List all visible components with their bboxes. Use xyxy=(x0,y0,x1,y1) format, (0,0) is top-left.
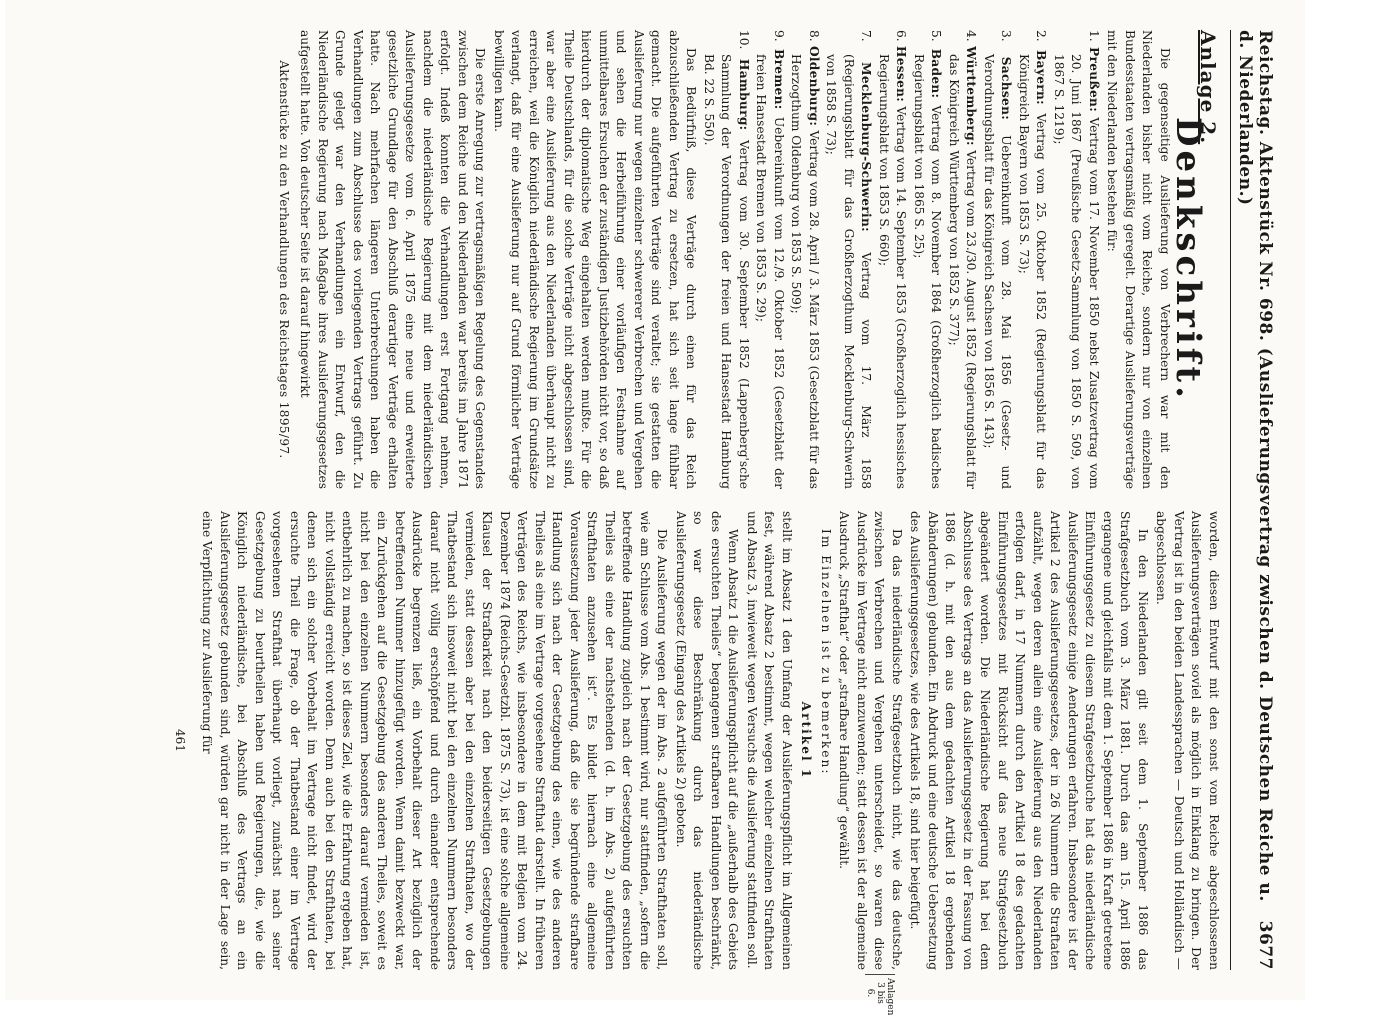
state-name: Mecklenburg-Schwerin: xyxy=(859,62,874,232)
running-head xyxy=(1230,30,1275,970)
treaty-text: Vertrag vom 14. September 1853 (Großherzoglich hessisches Regierungsblatt von 1853 S. 660); xyxy=(877,54,909,489)
treaty-text: Uebereinkunft vom 28. Mai 1856 (Gesetz- und Verordnungsblatt für das Königreich Sachsen von 1856 S. 143); xyxy=(982,54,1014,490)
treaty-list-item xyxy=(910,30,945,489)
body-paragraph: Wenn Absatz 1 die Auslieferungspflicht auf die „außerhalb des Gebiets des ersuchten Theiles“ begangenen strafbaren Handlungen beschränkt, so war diese Beschränkung durch das niederländische Auslieferungsgesetz (Eingang des Artikels 2) geboten. xyxy=(674,511,741,970)
treaty-text: Vertrag vom 8. November 1864 (Großherzoglich badisches Regierungsblatt von 1865 S. 25); xyxy=(912,54,944,490)
treaty-list-item xyxy=(1050,30,1103,489)
state-name: Württemberg: xyxy=(964,46,979,146)
document-title: Denkschrift. xyxy=(1168,117,1209,402)
state-name: Oldenburg: xyxy=(807,45,821,127)
list-number: 5. xyxy=(929,30,944,42)
state-name: Bayern: xyxy=(1034,50,1049,105)
treaty-text: Vertrag vom 17. März 1858 (Regierungsblatt für das Großherzogthum Mecklenburg-Schwerin von 1858 S. 73); xyxy=(824,54,874,489)
page-content xyxy=(35,30,1275,1015)
treaty-text: Vertrag vom 25. Oktober 1852 (Regierungsblatt für das Königreich Bayern von 1853 S. 73); xyxy=(1017,54,1049,490)
state-name: Baden: xyxy=(929,48,944,99)
body-paragraph: worden, diesen Entwurf mit den sonst vom Reiche abgeschlossenen Auslieferungsverträgen soviel als möglich in Einklang zu bringen. Der Vertrag ist in den beiden Landessprachen — Deutsch und Holländisch — abgeschlossen. xyxy=(1154,511,1221,970)
list-number: 10. xyxy=(737,30,751,50)
state-name: Sachsen: xyxy=(999,56,1014,121)
treaty-list-item xyxy=(700,30,753,489)
treaty-text: Vertrag vom 28. April / 3. März 1853 (Gesetzblatt für das Herzogthum Oldenburg von 1853 S. 509); xyxy=(789,54,821,489)
treaty-list-item xyxy=(875,30,910,489)
state-name: Hamburg: xyxy=(737,58,751,131)
body-paragraph: Im Einzelnen ist zu bemerken: xyxy=(819,529,833,776)
state-name: Hessen: xyxy=(894,45,909,103)
list-number: 4. xyxy=(964,30,979,42)
list-number: 8. xyxy=(807,30,821,42)
right-column xyxy=(171,511,1223,970)
running-head-page-number: 3677 xyxy=(1255,920,1275,970)
scanned-page xyxy=(5,0,1305,1015)
list-number: 9. xyxy=(772,30,786,42)
state-name: Bremen: xyxy=(772,48,786,110)
treaty-text: Vertrag vom 30. September 1852 (Lappenberg'sche Sammlung der Verordnungen der freien und Hansestadt Hamburg Bd. 22 S. 550). xyxy=(702,54,751,490)
list-number: 1. xyxy=(1087,30,1101,42)
treaty-list-item xyxy=(752,30,787,489)
left-column xyxy=(171,30,1223,489)
treaty-list-item xyxy=(945,30,980,489)
running-head-title: Reichstag. Aktenstück Nr. 698. (Auslieferungsvertrag zwischen d. Deutschen Reiche u. d. Niederlanden.) xyxy=(1235,30,1275,902)
treaty-list-item xyxy=(787,30,822,489)
body-paragraph: Das Bedürfniß, diese Verträge durch einen für das Reich abzuschließenden Vertrag zu ersetzen, hat sich seit lange fühlbar gemacht. Die aufgeführten Verträge sind veraltet; sie gestatten die Auslieferung nur wegen einzelner schwererer Verbrechen und Vergehen und sehen die Herbeiführung einer vorläufigen Festnahme auf unmittelbares Ersuchen der zuständigen Justizbehörden nicht vor, so daß hierdurch der diplomatische Weg eingehalten werden mußte. Für die Theile Deutschlands, für die solche Verträge nicht abgeschlossen sind, war aber eine Auslieferung aus den Niederlanden überhaupt nicht zu erreichen, weil die Königlich niederländische Regierung im Grundsätze verlangt, daß für eine Auslieferung nur auf Grund förmlicher Verträge bewilligen kann. xyxy=(492,30,699,489)
treaty-text: Vertrag vom 23./30. August 1852 (Regierungsblatt für das Königreich Württemberg von 1852 S. 377); xyxy=(947,54,979,490)
body-paragraph: In den Niederlanden gilt seit dem 1. September 1886 das Strafgesetzbuch vom 3. März 1881. Durch das am 15. April 1886 ergangene und gleichfalls mit dem 1. September 1886 in Kraft getretene Einführungsgesetz zu diesem Strafgesetzbuche hat das niederländische Auslieferungsgesetz einige Aenderungen erfahren. Insbesondere ist der Artikel 2 des Auslieferungsgesetzes, der in 26 Nummern die Straftaten aufzählt, wegen deren allein eine Auslieferung aus den Niederlanden erfolgen darf, in 17 Nummern durch den Artikel 18 des gedachten Einführungsgesetzes mit Rücksicht auf das neue Strafgesetzbuch abgeändert worden. Die Niederländische Regierung hat bei dem Abschlusse des Vertrags an das Auslieferungsgesetz in der Fassung von 1886 (d. h. mit den aus dem gedachten Artikel 18 ergebenden Abänderungen) gebunden. Ein Abdruck und eine deutsche Uebersetzung des Auslieferungsgesetzes, wie des Artikels 18, sind hier beigefügt. xyxy=(908,511,1150,970)
page-number: 461 xyxy=(173,729,187,752)
anlage-heading: Anlage 2. xyxy=(1196,30,1220,145)
treaty-list xyxy=(700,30,1103,489)
treaty-list-item xyxy=(822,30,875,489)
list-number: 3. xyxy=(999,30,1014,42)
intro-paragraph: Die gegenseitige Auslieferung von Verbrechern war mit den Niederlanden bisher nicht vom Reiche, sondern nur von einzelnen Bundesstaaten vertragsmäßig geregelt. Derartige Auslieferungsverträge mit den Niederlanden bestehen für: xyxy=(1105,30,1172,489)
artikel-heading: Artikel 1 xyxy=(799,701,814,780)
treaty-text: Vertrag vom 17. November 1850 nebst Zusatzvertrag vom 20. Juni 1867 (Preußische Gesetz-Sammlung von 1850 S. 509, von 1867 S. 1219); xyxy=(1052,54,1101,489)
body-paragraph: Die erste Anregung zur vertragsmäßigen Regelung des Gegenstandes zwischen dem Reiche und den Niederlanden war bereits im Jahre 1871 erfolgt. Indeß konnten die Verhandlungen erst Fortgang nehmen, nachdem die niederländische Regierung mit dem niederländischen Auslieferungsgesetze vom 6. April 1875 eine neue und erweiterte gesetzliche Grundlage für den Abschluß derartiger Verträge erhalten hatte. Nach mehrfachen längeren Unterbrechungen haben die Verhandlungen zum Abschlusse des vorliegenden Vertrags geführt. Zu Grunde gelegt war den Verhandlungen ein Entwurf, den die Niederländische Regierung nach Maßgabe ihres Auslieferungsgesetzes aufgestellt hatte. Von deutscher Seite ist darauf hingewirkt xyxy=(298,30,488,489)
list-number: 7. xyxy=(859,30,874,42)
body-paragraph: Die Auslieferung wegen der im Abs. 2 aufgeführten Strafthaten soll, wie am Schlusse vom Abs. 1 bestimmt wird, nur stattfinden, „sofern die betreffende Handlung zugleich nach der Gesetzgebung des ersuchten Theiles als eine der nachstehenden (d. h. im Abs. 2) aufgeführten Strafthaten anzusehen ist“. Es bildet hiernach eine allgemeine Voraussetzung jeder Auslieferung, daß die sie begründende strafbare Handlung sich nach der Gesetzgebung des einen, wie des anderen Theiles als eine im Vertrage vorgesehene Strafthat darstellt. In früheren Verträgen des Reichs, wie insbesondere in dem mit Belgien vom 24. Dezember 1874 (Reichs-Gesetzbl. 1875 S. 73), ist eine solche allgemeine Klausel der Strafbarkeit nach den beiderseitigen Gesetzgebungen vermieden, statt dessen aber bei den einzelnen Strafthaten, wo der Thatbestand sich insoweit nicht bei den einzelnen Nummern besonders darauf nicht völlig erschöpfend und durch einander entsprechende Ausdrücke begrenzen ließ, ein Vorbehalt dieser Art bezüglich der betreffenden Nummer hinzugefügt worden. Wenn damit bezweckt war, ein Zurückgehen auf die Gesetzgebung des anderen Theiles, soweit es nicht bei den einzelnen Nummern besonders darauf vermieden ist, entbehrlich zu machen, so ist dieses Ziel, wie die Erfahrung ergeben hat, nicht vollständig erreicht worden. Denn auch bei den Strafthaten, bei denen sich ein solcher Vorbehalt im Vertrage nicht findet, wird der ersuchte Theil die Frage, ob der Thatbestand einer im Vertrage vorgesehenen Strafthat überhaupt vorliegt, zunächst nach seiner Gesetzgebung zu beurtheilen haben und Regierungen, die, wie die Königlich niederländische, bei Abschluß des Vertrags an ein Auslieferungsgesetz gebunden sind, würden gar nicht in der Lage sein, eine Verpflichtung zur Auslieferung für xyxy=(200,511,670,970)
body-paragraph: Da das niederländische Strafgesetzbuch nicht, wie das deutsche, zwischen Verbrechen und Vergehen unterscheidet, so waren diese Ausdrücke im Vertrage nicht anzuwenden; statt dessen ist der allgemeine Ausdruck „Strafthat“ oder „strafbare Handlung“ gewählt. xyxy=(837,511,904,970)
treaty-text: Uebereinkunft vom 12./9. Oktober 1852 (Gesetzblatt der freien Hansestadt Bremen von 1853 S. 29); xyxy=(754,54,786,490)
list-number: 2. xyxy=(1034,30,1049,42)
state-name: Preußen: xyxy=(1087,47,1101,113)
text-columns xyxy=(171,30,1223,970)
margin-note: Anlagen 3 bis 6. xyxy=(865,974,895,1008)
footer-line: Aktenstücke zu den Verhandlungen des Reichstages 1895/97. xyxy=(277,60,291,459)
treaty-list-item xyxy=(980,30,1015,489)
body-paragraph: stellt im Absatz 1 den Umfang der Auslieferungspflicht im Allgemeinen fest, während Absatz 2 bestimmt, wegen welcher einzelnen Strafthaten und Absatz 3, inwieweit wegen Versuchs die Auslieferung stattfinden soll. xyxy=(745,511,794,970)
list-number: 6. xyxy=(894,30,909,42)
treaty-list-item xyxy=(1015,30,1050,489)
